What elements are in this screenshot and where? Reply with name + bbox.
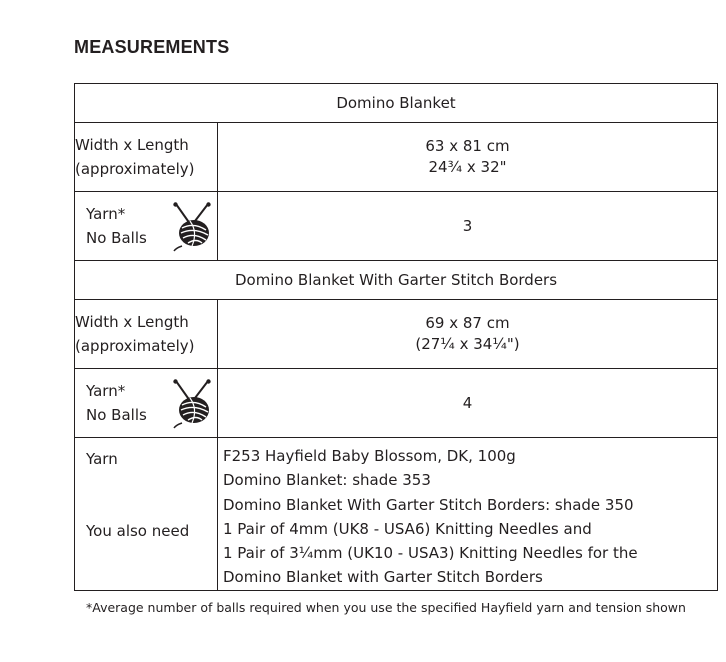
dimensions-label: [75, 300, 218, 369]
page-title: MEASUREMENTS: [74, 37, 230, 57]
materials-line: 1 Pair of 4mm (UK8 - USA6) Knitting Needles and: [223, 519, 592, 538]
yarn-balls-value: 3: [218, 192, 718, 261]
yarn-label-line: Yarn*: [86, 205, 126, 223]
yarn-label: Yarn: [86, 450, 118, 468]
yarn-ball-icon: [170, 202, 214, 252]
dimensions-label-line: Width x Length: [75, 136, 189, 154]
yarn-balls-row: [75, 369, 718, 438]
measurements-table: [74, 83, 718, 591]
dimensions-imperial: (27¼ x 34¼"): [415, 335, 520, 353]
yarn-ball-icon: [170, 379, 214, 429]
dimensions-row: [75, 300, 718, 369]
yarn-balls-label-cell: [75, 192, 218, 261]
materials-line: F253 Hayfield Baby Blossom, DK, 100g: [223, 447, 516, 465]
dimensions-metric: 63 x 81 cm: [425, 137, 510, 155]
materials-lines: [218, 438, 717, 590]
materials-labels-cell: [75, 438, 218, 591]
dimensions-imperial: 24¾ x 32": [428, 158, 507, 176]
section-title: Domino Blanket With Garter Stitch Borders: [75, 261, 718, 300]
dimensions-label-line: (approximately): [75, 337, 195, 355]
also-need-label: You also need: [86, 522, 190, 540]
materials-line: 1 Pair of 3¼mm (UK10 - USA3) Knitting Needles for the: [223, 544, 638, 563]
balls-label-line: No Balls: [86, 229, 147, 247]
materials-row: [75, 438, 718, 591]
dimensions-value: [218, 123, 718, 192]
yarn-balls-label: [86, 379, 147, 427]
materials-line: Domino Blanket: shade 353: [223, 471, 431, 490]
balls-label-line: No Balls: [86, 406, 147, 424]
yarn-balls-label-cell: [75, 369, 218, 438]
section-header-row: [75, 261, 718, 300]
dimensions-label-line: (approximately): [75, 160, 195, 178]
materials-line: Domino Blanket With Garter Stitch Borders: shade 350: [223, 495, 634, 514]
dimensions-label: [75, 123, 218, 192]
yarn-label-line: Yarn*: [86, 382, 126, 400]
section-title: Domino Blanket: [75, 84, 718, 123]
yarn-balls-value: 4: [218, 369, 718, 438]
section-header-row: [75, 84, 718, 123]
footnote: *Average number of balls required when you use the specified Hayfield yarn and tension shown: [86, 600, 686, 615]
dimensions-row: [75, 123, 718, 192]
dimensions-metric: 69 x 87 cm: [425, 314, 510, 332]
yarn-balls-row: [75, 192, 718, 261]
dimensions-value: [218, 300, 718, 369]
materials-details-cell: [218, 438, 718, 591]
yarn-balls-label: [86, 202, 147, 250]
materials-line: Domino Blanket with Garter Stitch Borders: [223, 568, 543, 587]
dimensions-label-line: Width x Length: [75, 313, 189, 331]
